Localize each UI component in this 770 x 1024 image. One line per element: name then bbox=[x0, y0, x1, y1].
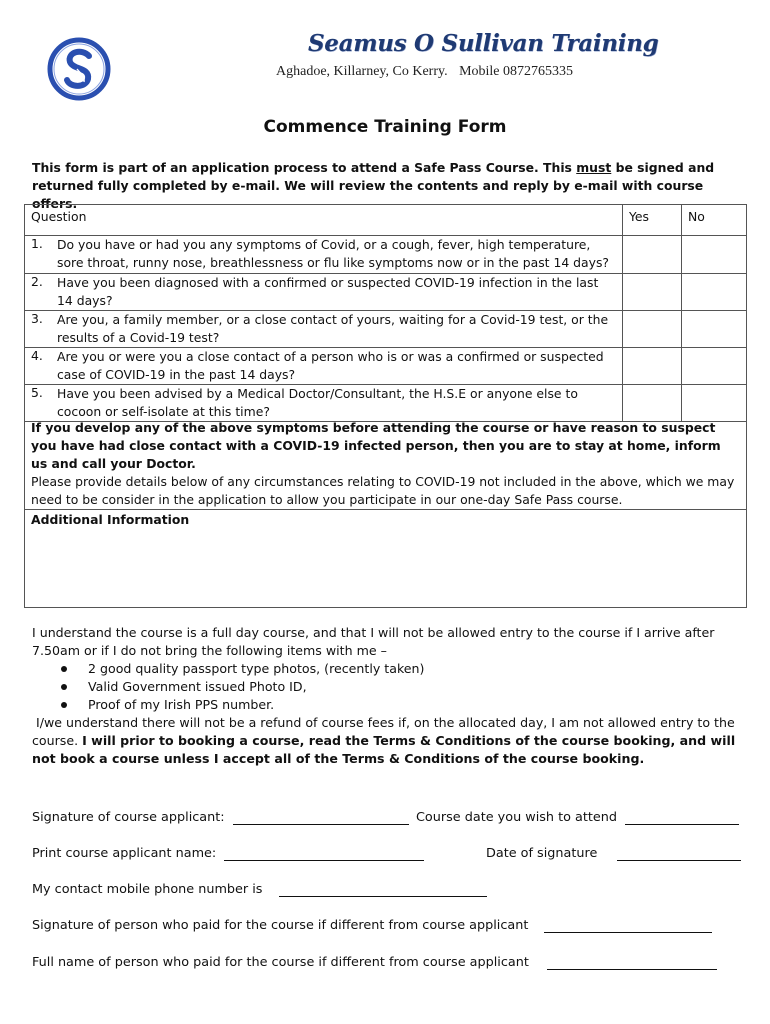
terms-text: I will prior to booking a course, read the Terms & Conditions of the course booking, and will not book a course unless I accept all of the Terms & Conditions of the course booking. bbox=[32, 733, 736, 766]
question-text: Are you or were you a close contact of a person who is or was a confirmed or suspected case of COVID-19 in the past 14 days? bbox=[53, 348, 623, 385]
symptom-warning: If you develop any of the above symptoms before attending the course or have reason to suspect you have had close contact with a COVID-19 infected person, then you are to stay at home, inform us and call your Doctor. bbox=[31, 420, 721, 471]
applicant-signature-row bbox=[32, 810, 409, 825]
required-items-list bbox=[32, 660, 744, 714]
conditions-intro: I understand the course is a full day course, and that I will not be allowed entry to the course if I arrive after 7.50am or if I do not bring the following items with me – bbox=[32, 625, 715, 658]
intro-emphasis: must bbox=[576, 160, 612, 175]
table-row bbox=[25, 385, 747, 422]
payer-signature-label: Signature of person who paid for the course if different from course applicant bbox=[32, 918, 529, 933]
course-conditions bbox=[32, 624, 744, 768]
table-row bbox=[25, 274, 747, 311]
covid-notice bbox=[24, 418, 747, 608]
list-item: 2 good quality passport type photos, (recently taken) bbox=[88, 660, 744, 678]
intro-part1: This form is part of an application process to attend a Safe Pass Course. This bbox=[32, 160, 577, 175]
print-name-field[interactable] bbox=[224, 846, 424, 861]
print-name-row bbox=[32, 846, 424, 861]
list-item: Proof of my Irish PPS number. bbox=[88, 696, 744, 714]
details-request: Please provide details below of any circumstances relating to COVID-19 not included in the above, which we may need to be consider in the application to allow you participate in our one-day Safe Pass course. bbox=[31, 474, 735, 507]
form-title: Commence Training Form bbox=[263, 117, 507, 137]
question-text: Are you, a family member, or a close contact of yours, waiting for a Covid-19 test, or the results of a Covid-19 test? bbox=[53, 311, 623, 348]
question-number: 4. bbox=[25, 348, 54, 385]
company-logo bbox=[46, 36, 112, 102]
payer-name-field[interactable] bbox=[547, 955, 717, 970]
date-of-signature-row bbox=[486, 846, 741, 861]
table-row bbox=[25, 236, 747, 274]
course-date-label: Course date you wish to attend bbox=[416, 810, 618, 825]
mobile-number-row bbox=[32, 882, 487, 897]
date-of-signature-label: Date of signature bbox=[486, 846, 598, 861]
payer-signature-field[interactable] bbox=[544, 918, 712, 933]
course-date-field[interactable] bbox=[625, 810, 739, 825]
refund-text: I/we understand there will not be a refund of course fees if, on the allocated day, I am not allowed entry to the course. bbox=[32, 715, 735, 748]
question-number: 1. bbox=[25, 236, 54, 274]
table-row bbox=[25, 348, 747, 385]
mobile-number-field[interactable] bbox=[279, 882, 487, 897]
question-text: Do you have or had you any symptoms of Covid, or a cough, fever, high temperature, sore throat, runny nose, breathlessness or flu like symptoms now or in the past 14 days? bbox=[53, 236, 623, 274]
yes-header: Yes bbox=[623, 205, 682, 236]
no-answer-cell[interactable] bbox=[682, 348, 747, 385]
address-text: Aghadoe, Killarney, Co Kerry. bbox=[276, 64, 448, 79]
applicant-signature-field[interactable] bbox=[233, 810, 409, 825]
date-of-signature-field[interactable] bbox=[617, 846, 741, 861]
question-number: 5. bbox=[25, 385, 54, 422]
question-text: Have you been advised by a Medical Doctor/Consultant, the H.S.E or anyone else to cocoon or self-isolate at this time? bbox=[53, 385, 623, 422]
question-text: Have you been diagnosed with a confirmed or suspected COVID-19 infection in the last 14 days? bbox=[53, 274, 623, 311]
yes-answer-cell[interactable] bbox=[623, 385, 682, 422]
payer-name-label: Full name of person who paid for the course if different from course applicant bbox=[32, 955, 529, 970]
yes-answer-cell[interactable] bbox=[623, 236, 682, 274]
yes-answer-cell[interactable] bbox=[623, 311, 682, 348]
course-date-row bbox=[416, 810, 739, 825]
company-address bbox=[276, 64, 573, 80]
yes-answer-cell[interactable] bbox=[623, 274, 682, 311]
additional-information-label: Additional Information bbox=[31, 512, 190, 527]
table-row bbox=[25, 311, 747, 348]
print-name-label: Print course applicant name: bbox=[32, 846, 217, 861]
no-answer-cell[interactable] bbox=[682, 311, 747, 348]
table-header-row bbox=[25, 205, 747, 236]
intro-part2: be signed and returned fully completed by e-mail. We will review the contents and reply by e-mail with course offers. bbox=[32, 160, 715, 211]
mobile-number: Mobile 0872765335 bbox=[459, 64, 574, 79]
list-item: Valid Government issued Photo ID, bbox=[88, 678, 744, 696]
no-answer-cell[interactable] bbox=[682, 385, 747, 422]
refund-statement bbox=[32, 714, 744, 768]
no-header: No bbox=[682, 205, 747, 236]
question-number: 3. bbox=[25, 311, 54, 348]
applicant-signature-label: Signature of course applicant: bbox=[32, 810, 225, 825]
no-answer-cell[interactable] bbox=[682, 274, 747, 311]
additional-information-field[interactable] bbox=[25, 509, 746, 602]
question-header: Question bbox=[25, 205, 623, 236]
question-number: 2. bbox=[25, 274, 54, 311]
questions-table bbox=[24, 204, 747, 422]
payer-signature-row bbox=[32, 918, 712, 933]
company-name: Seamus O Sullivan Training bbox=[308, 30, 659, 57]
no-answer-cell[interactable] bbox=[682, 236, 747, 274]
payer-name-row bbox=[32, 955, 717, 970]
yes-answer-cell[interactable] bbox=[623, 348, 682, 385]
mobile-number-label: My contact mobile phone number is bbox=[32, 882, 263, 897]
